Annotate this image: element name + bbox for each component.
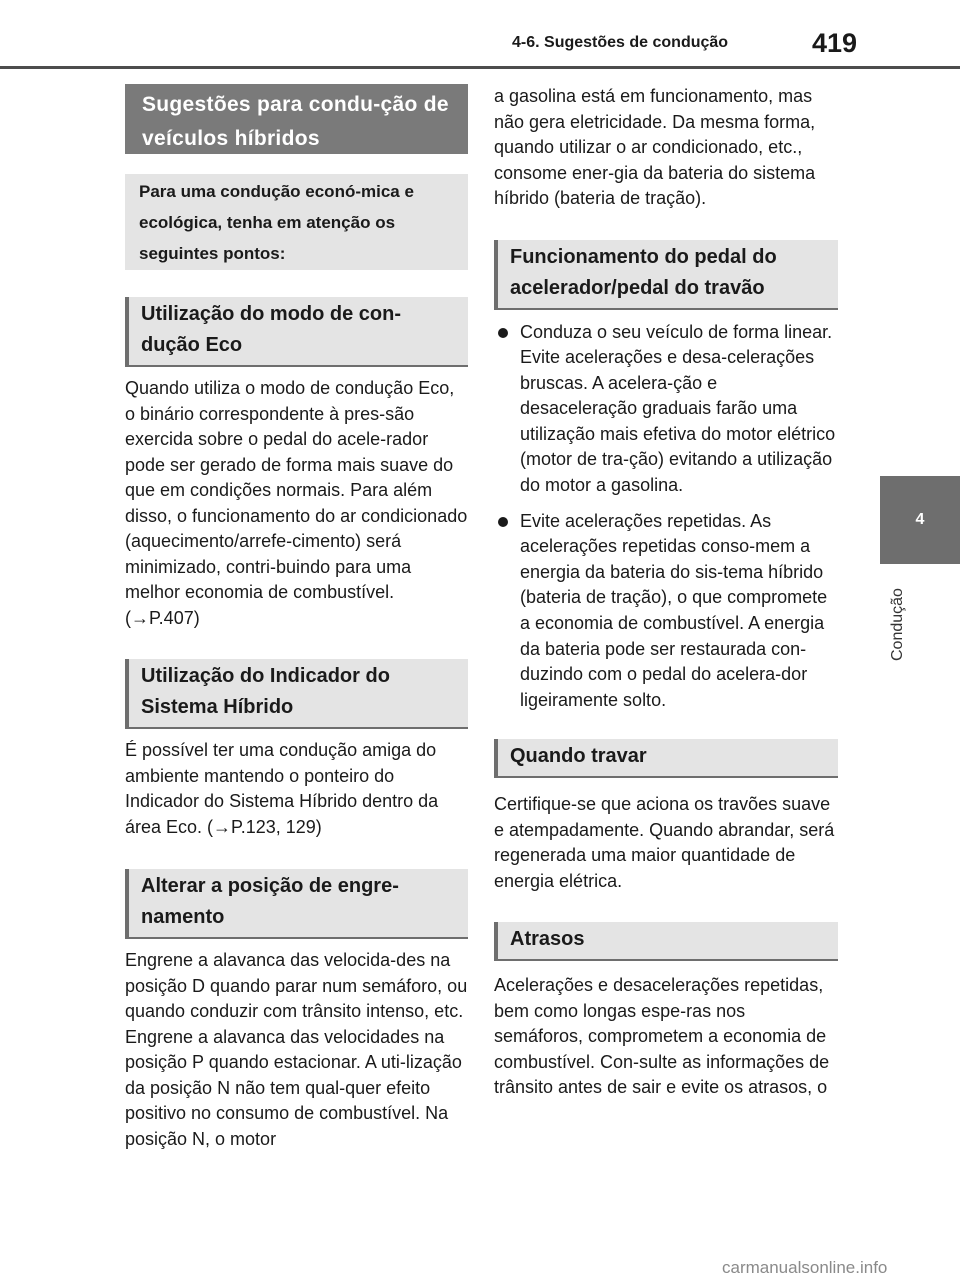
eco-mode-text: Quando utiliza o modo de condução Eco, o binário correspondente à pres-são exercida sobre o pedal do acele-rador pode ser gerado de forma mais suave do que em condições normais. Para além disso, o funcionamento do ar condicionado (aquecimento/arrefe-cimento) será minimizado, contri-buindo para uma melhor economia de combustível. (→P.407) (125, 378, 468, 628)
left-column (125, 84, 468, 1152)
chapter-tab (880, 476, 960, 564)
chapter-number: 4 (915, 511, 925, 528)
eco-mode-heading: Utilização do modo de con-dução Eco (125, 297, 468, 367)
header-divider (0, 66, 960, 69)
chapter-label: Condução (889, 588, 906, 662)
bullet-icon (498, 328, 508, 338)
braking-heading: Quando travar (494, 739, 838, 778)
bullet-icon (498, 517, 508, 527)
main-heading: Sugestões para condu-ção de veículos híbridos (125, 84, 468, 154)
gear-position-text: Engrene a alavanca das velocida-des na posição D quando parar num semáforo, ou quando conduzir com trânsito intenso, etc. Engrene a alavanca das velocidades na posição P quando estacionar. A uti-lização da posição N não tem qual-quer efeito positivo no consumo de combustível. Na posição N, o motor (125, 950, 468, 1149)
bullet-text: Conduza o seu veículo de forma linear. Evite acelerações e desa-celerações bruscas. A acelera-ção e desaceleração graduais farão uma utilização mais efetiva do motor elétrico (motor de tra-ção) evitando a utilização do motor a gasolina. (520, 321, 836, 496)
delays-text: Acelerações e desacelerações repetidas, bem como longas espe-ras nos semáforos, comprometem a economia de combustível. Con-sulte as informações de trânsito antes de sair e evite os atrasos, o (494, 975, 830, 1098)
hybrid-indicator-heading: Utilização do Indicador do Sistema Híbrido (125, 659, 468, 729)
intro-box: Para uma condução econó-mica e ecológica, tenha em atenção os seguintes pontos: (125, 174, 468, 270)
list-item (494, 509, 838, 714)
pedal-bullet-list (494, 320, 838, 714)
right-column (494, 84, 838, 1101)
gear-position-heading: Alterar a posição de engre-namento (125, 869, 468, 939)
hybrid-indicator-text: É possível ter uma condução amiga do ambiente mantendo o ponteiro do Indicador do Sistema Híbrido dentro da área Eco. (→P.123, 129) (125, 740, 439, 837)
watermark: carmanualsonline.info (722, 1258, 888, 1277)
page-number: 419 (812, 28, 858, 58)
braking-text: Certifique-se que aciona os travões suave e atempadamente. Quando abrandar, será regenerada uma maior quantidade de energia elétrica. (494, 794, 835, 891)
delays-heading: Atrasos (494, 922, 838, 961)
bullet-text: Evite acelerações repetidas. As acelerações repetidas conso-mem a energia da bateria do sis-tema híbrido (bateria de tração), o que compromete a economia de combustível. A energia da bateria pode ser restaurada con-duzindo com o pedal do acelera-dor ligeiramente solto. (520, 510, 828, 710)
continued-text: a gasolina está em funcionamento, mas não gera eletricidade. Da mesma forma, quando utilizar o ar condicionado, etc., consome ener-gia da bateria do sistema híbrido (bateria de tração). (494, 86, 816, 208)
pedal-heading: Funcionamento do pedal do acelerador/pedal do travão (494, 240, 838, 310)
list-item (494, 320, 838, 499)
section-title: 4-6. Sugestões de condução (512, 34, 729, 51)
